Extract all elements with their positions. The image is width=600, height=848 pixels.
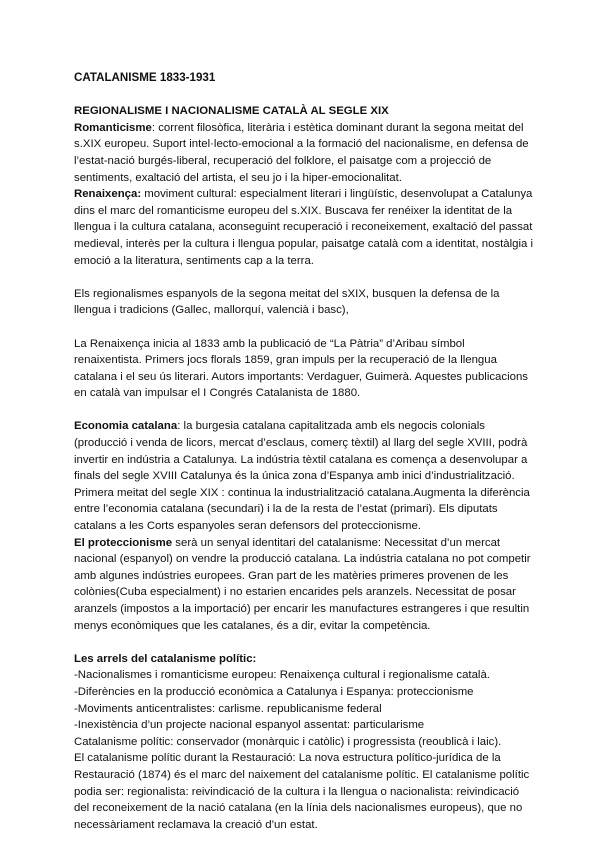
romanticisme-text: : corrent filosòfica, literària i estètica dominant durant la segona meitat del s.XIX europeu. Suport intel·lecto-emocional a la formació del nacionalisme, en defensa de l’estat-nació burgés-liberal, recuperació del folklore, el paisatge com a projecció de sentiments, exaltació del artista, el seu jo i la hiper-emocionalitat. <box>74 121 529 184</box>
proteccionisme-text: serà un senyal identitari del catalanisme: Necessitat d’un mercat nacional (espanyol) on vendre la producció catalana. La indústria catalana no pot competir amb algunes indústries europees. Gran part de les matèries primeres provenen de les colònies(Cuba especialment) i no estarien encarides pels aranzels. Necessitat de posar aranzels (impostos a la importació) per encarir les manufactures estrangeres i que resultin menys econòmiques que les catalanes, és a dir, evitar la competència. <box>74 536 531 632</box>
document-title: CATALANISME 1833-1931 <box>74 71 216 84</box>
arrels-heading: Les arrels del catalanisme polític: <box>74 652 257 665</box>
renaixenca-paragraph <box>74 186 534 269</box>
document-page <box>74 70 534 833</box>
economia-term: Economia catalana <box>74 420 178 433</box>
renaixenca-inicia-paragraph: La Renaixença inicia al 1833 amb la publicació de “La Pàtria” d’Aribau símbol renaixentista. Primers jocs florals 1859, gran impuls per la recuperació de la llengua catalana i el seu ús literari. Autors importants: Verdaguer, Guimerà. Aquestes publicacions en català van impulsar el I Congrés Catalanista de 1880. <box>74 337 528 400</box>
romanticisme-term: Romanticisme <box>74 121 152 134</box>
economia-text: : la burgesia catalana capitalitzada amb els negocis colonials (producció i venda de licors, mercat d’esclaus, comerç tèxtil) al llarg del segle XVIII, podrà invertir en indústria a Catalunya. La indústria tèxtil catalana es comença a desenvolupar a finals del segle XVIII Catalunya és la única zona d’Espanya amb inici d’industrialització. Primera meitat del segle XIX : continua la industrialització catalana.Augmenta la diferència entre l’economia catalana (secundari) i la de la resta de l’estat (primari). Els diputats catalans a les Corts espanyoles seran defensors del proteccionisme. <box>74 420 530 533</box>
section-heading: REGIONALISME I NACIONALISME CATALÀ AL SEGLE XIX <box>74 105 389 118</box>
renaixenca-term: Renaixença: <box>74 188 142 201</box>
economia-paragraph <box>74 418 534 534</box>
restauracio-paragraph: El catalanisme polític durant la Restauració: La nova estructura político-jurídica de la Restauració (1874) és el marc del naixement del catalanisme polític. El catalanisme polític podia ser: regionalista: reivindicació de la cultura i la llengua o nacionalista: reivindicació del reconeixement de la nació catalana (en la línia dels nacionalismes europeus), que no necessàriament reclamava la creació d’un estat. <box>74 752 530 831</box>
arrels-item: -Diferències en la producció econòmica a Catalunya i Espanya: proteccionisme <box>74 685 474 698</box>
proteccionisme-term: El proteccionisme <box>74 536 173 549</box>
catalanisme-politic-paragraph: Catalanisme polític: conservador (monàrquic i catòlic) i progressista (reoublicà i laic). <box>74 735 502 748</box>
romanticisme-paragraph <box>74 120 534 186</box>
regionalismes-paragraph: Els regionalismes espanyols de la segona meitat del sXIX, busquen la defensa de la llengua i tradicions (Gallec, mallorquí, valencià i basc), <box>74 287 500 317</box>
arrels-item: -Moviments anticentralistes: carlisme. republicanisme federal <box>74 702 382 715</box>
arrels-item: -Inexistència d’un projecte nacional espanyol assentat: particularisme <box>74 719 425 732</box>
proteccionisme-paragraph <box>74 535 534 635</box>
renaixenca-text: moviment cultural: especialment literari i lingüístic, desenvolupat a Catalunya dins el marc del romanticisme europeu del s.XIX. Buscava fer renéixer la identitat de la llengua i la cultura catalana, aconseguint recuperació i reconeixement, exaltació del passat medieval, interès per la cultura i llengua popular, paisatge català com a identitat, nostàlgia i emoció a la literatura, sentiments cap a la terra. <box>74 188 534 267</box>
arrels-item: -Nacionalismes i romanticisme europeu: Renaixença cultural i regionalisme català. <box>74 669 490 682</box>
